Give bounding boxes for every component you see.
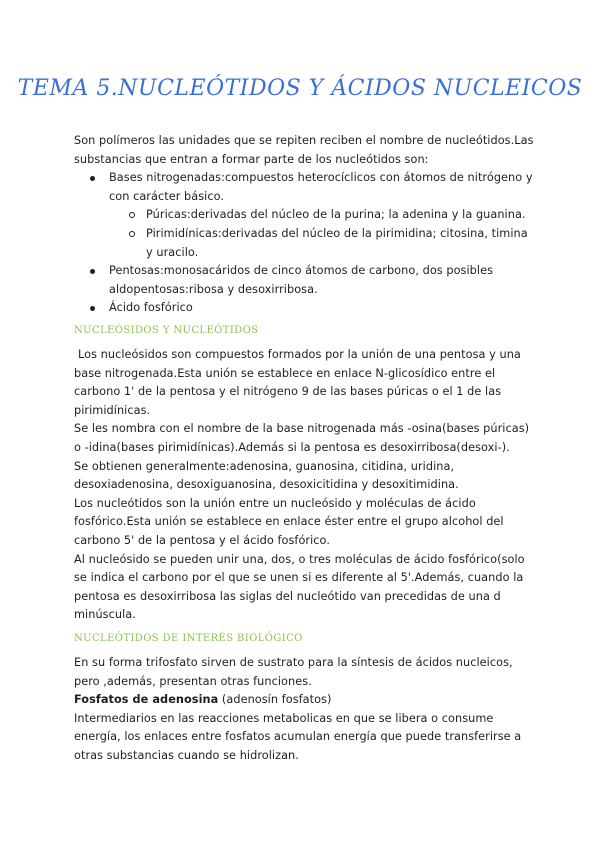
term-suffix: (adenosín fosfatos) [218,693,332,707]
list-item [74,169,534,262]
sublist-item: Púricas:derivadas del núcleo de la purina; la adenina y la guanina. [109,206,534,225]
section-interes-biologico [74,654,534,766]
list-item-text: Bases nitrogenadas:compuestos heterocíclicos con átomos de nitrógeno y con carácter básico. [109,171,533,203]
sublist-item: Pirimidínicas:derivadas del núcleo de la pirimidina; citosina, timina y uracilo. [109,225,534,262]
intro-section [74,132,534,318]
paragraph: Al nucleósido se pueden unir una, dos, o tres moléculas de ácido fosfórico(solo se indica el carbono por el que se unen si es diferente al 5'.Además, cuando la pentosa es desoxirribosa las siglas del nucleótido van precedidas de una d minúscula. [74,552,525,622]
section-heading: NUCLEÓSIDOS Y NUCLEÓTIDOS [74,325,259,336]
term-line [74,691,534,710]
paragraph: Se les nombra con el nombre de la base nitrogenada más -osina(bases púricas) o -idina(bases pirimidínicas).Además si la pentosa es desoxirribosa(desoxi-). [74,422,530,454]
sublist [109,206,534,262]
list-item [74,299,534,318]
section-nucleosidos [74,346,534,625]
paragraph: Intermediarios en las reacciones metabolicas en que se libera o consume energía, los enlaces entre fosfatos acumulan energía que puede transferirse a otras substancias cuando se hidrolizan. [74,711,522,762]
intro-paragraph: Son polímeros las unidades que se repiten reciben el nombre de nucleótidos.Las substancias que entran a formar parte de los nucleótidos son: [74,134,534,166]
list-item-text: Ácido fosfórico [109,301,193,315]
paragraph: Se obtienen generalmente:adenosina, guanosina, citidina, uridina, desoxiadenosina, desoxiguanosina, desoxicitidina y desoxitimidina. [74,459,459,492]
components-list [74,169,534,318]
paragraph: En su forma trifosfato sirven de sustrato para la síntesis de ácidos nucleicos, pero ,además, presentan otras funciones. [74,656,513,688]
page-title: TEMA 5.NUCLEÓTIDOS Y ÁCIDOS NUCLEICOS [17,76,583,101]
paragraph: Los nucleótidos son la unión entre un nucleósido y moléculas de ácido fosfórico.Esta unión se establece en enlace éster entre el grupo alcohol del carbono 5' de la pentosa y el ácido fosfórico. [74,496,504,547]
list-item [74,262,534,299]
section-heading: NUCLEÓTIDOS DE INTERÉS BIOLÓGICO [74,633,303,644]
bold-term: Fosfatos de adenosina [74,693,219,707]
list-item-text: Pentosas:monosacáridos de cinco átomos de carbono, dos posibles aldopentosas:ribosa y desoxirribosa. [109,264,494,296]
paragraph: Los nucleósidos son compuestos formados por la unión de una pentosa y una base nitrogenada.Esta unión se establece en enlace N-glicosídico entre el carbono 1' de la pentosa y el nitrógeno 9 de las bases púricas o el 1 de las pirimidínicas. [74,348,521,417]
